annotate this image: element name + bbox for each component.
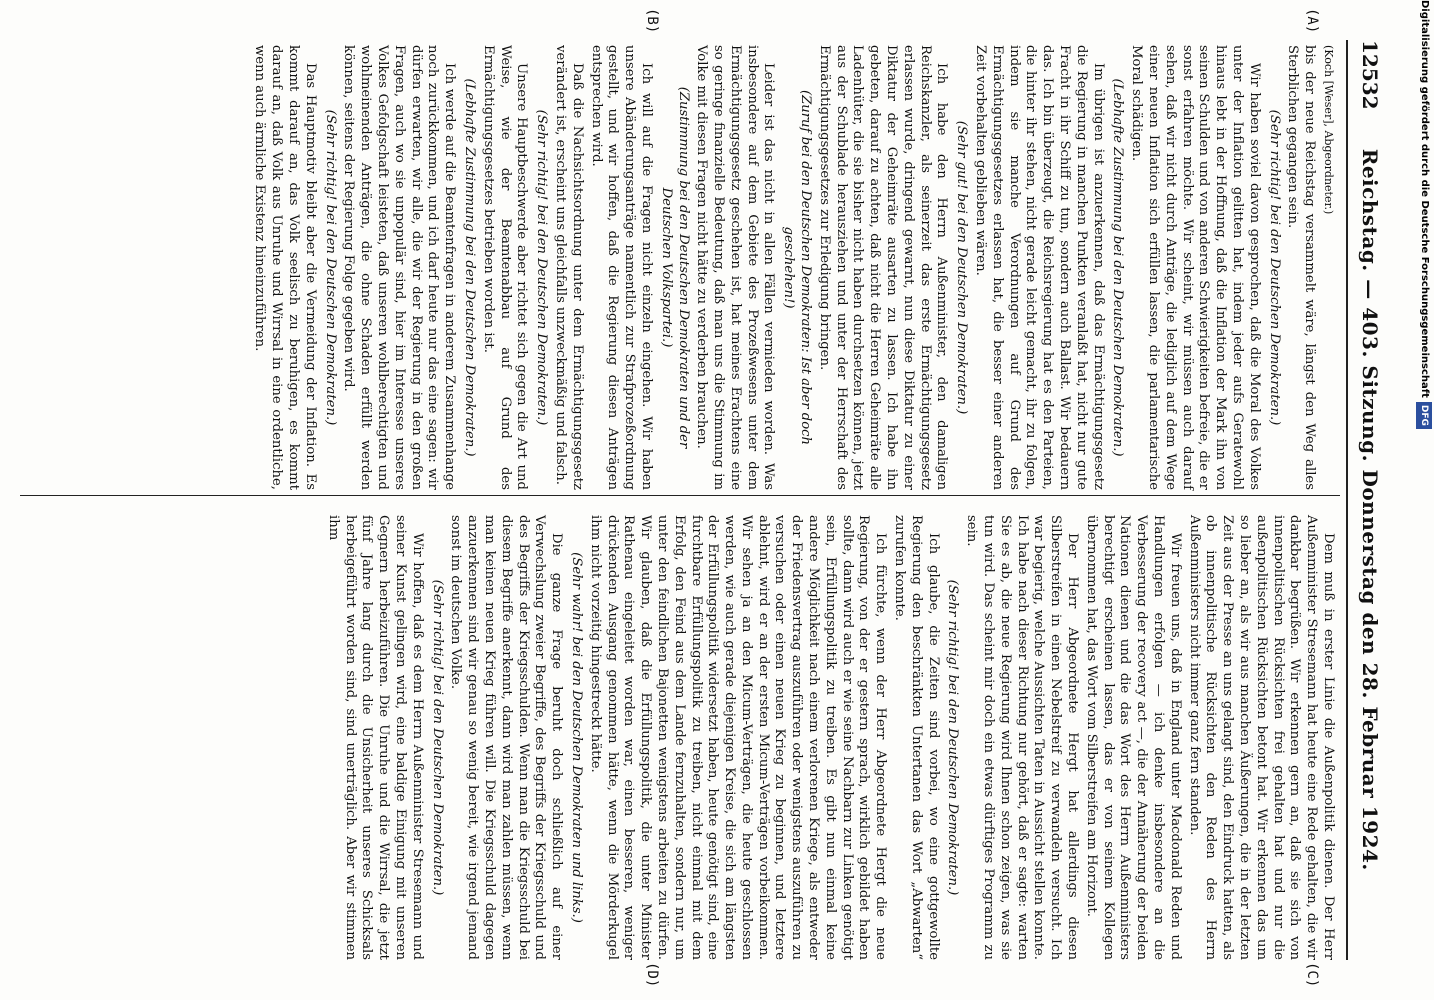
margin-mark-a: (A): [1304, 8, 1320, 34]
margin-mark-c: (C): [1304, 962, 1320, 988]
left-column-interjection: (Zuruf bei den Deutschen Demokraten: Ist aber doch geschehen!): [781, 89, 814, 446]
page-title: Reichstag. — 403. Sitzung. Donnerstag den 28. Februar 1924.: [1358, 148, 1382, 871]
left-column-paragraph: Im übrigen ist anzuerkennen, daß das Ermächtigungsgesetz die Regierung in manchen Punkten veranlaßt hat, nicht nur gute Fracht in ihr Schiff zu tun, sondern auch Ballast. Wir bedauern das. Ich bin überzeugt, die Reichsregierung hat es den Parteien, die hinter ihr stehen, nicht gerade leicht gemacht, ihr zu folgen, indem sie manche Verordnungen auf Grund des Ermächtigungsgesetzes erlassen hat, die besser einer anderen Zeit vorbehalten geblieben wären.: [973, 45, 1106, 490]
left-column-paragraph: bis der neue Reichstag versammelt wäre, längst den Weg alles Sterblichen gegangen sein.: [1285, 45, 1318, 490]
left-column-paragraph: Leider ist das nicht in allen Fällen vermieden worden. Was insbesondere auf dem Gebiete des Prozeßwesens unter dem Ermächtigungsgesetz geschehen ist, hat meines Erachtens eine so geringe finanzielle Bedeutung, daß man uns die Stimmung im Volke mit diesen Fragen nicht hätte zu verderben brauchen.: [694, 45, 777, 490]
right-text-column: [322, 515, 1336, 960]
header-rule: [1346, 40, 1348, 960]
margin-mark-b: (B): [644, 8, 660, 34]
column-separator: [20, 495, 1340, 496]
dfg-logo: DFG: [1416, 402, 1432, 429]
left-column-paragraph: Unsere Hauptbeschwerde aber richtet sich gegen die Art und Weise, wie der Beamtenabbau auf Grund des Ermächtigungsgesetzes betrieben worden ist.: [480, 45, 530, 490]
left-column-interjection: (Sehr richtig! bei den Deutschen Demokraten.): [1266, 109, 1282, 426]
left-column-interjection: (Lebhafte Zustimmung bei den Deutschen Demokraten.): [461, 78, 477, 457]
left-column-interjection: (Sehr richtig! bei den Deutschen Demokraten.): [322, 109, 338, 426]
left-column-interjection: (Zustimmung bei den Deutschen Demokraten und der Deutschen Volkspartei.): [658, 86, 691, 449]
right-column-paragraph: Ich fürchte, wenn der Herr Abgeordnete Hergt die neue Regierung, von der er gestern sprach, wirklich gebildet haben sollte, dann wird auch er wie seine Nachbarn zur Linken genötigt sein, Erfüllungspolitik zu treiben. Es gibt nun einmal keine andere Möglichkeit nach einem verlorenen Kriege, als entweder der Friedensvertrag auszuführen oder wenigstens auszuführen zu versuchen oder einen neuen Krieg zu beginnen, und letztere ablehnt, wird er an der ersten Micum-Verträgen vorbeikommen. Wir sehen ja an den Micum-Verträgen, die heute geschlossen werden, wie auch gerade diejenigen Kreise, die sich am längsten der Erfüllungspolitik widersetzt haben, heute genötigt sind, eine furchtbare Erfüllungspolitik zu treiben, nicht einmal mit dem Erfolg, den Feind aus dem Lande fernzuhalten, sondern nur, um unter den feindlichen Bajonetten wenigstens arbeiten zu dürfen. Wir glauben, daß die Erfüllungspolitik, die unter Minister Rathenau eingeleitet worden war, einen besseren, weniger drückenden Ausgang genommen hätte, wenn die Mörderkugel ihm nicht vorzeitig hingestreckt hätte.: [587, 515, 889, 960]
right-column-interjection: (Sehr richtig! bei den Deutschen Demokraten.): [429, 579, 445, 896]
left-column-paragraph: Ich will auf die Fragen nicht einzeln eingehen. Wir haben unsere Abänderungsanträge namentlich zur Strafprozeßordnung gestellt, und wir hoffen, daß die Regierung diesen Anträgen entsprechen wird.: [588, 45, 654, 490]
left-text-column: [249, 45, 1336, 490]
left-column-interjection: (Sehr richtig! bei den Deutschen Demokraten.): [534, 109, 550, 426]
left-column-paragraph: Ich werde auf die Beamtenfragen in anderem Zusammenhange noch zurückkommen, und ich darf heute nur das eine sagen: wir dürfen erwarten, wir alle, die wir der Regierung in den großen Fragen, auch wo sie unpopulär sind, hier im Interesse unseres Volkes Gefolgschaft leisteten, daß unseren wohlberechtigten und wohlmeinenden Anträgen, die ohne Schaden erfüllt werden können, seitens der Regierung Folge gegeben wird.: [341, 45, 458, 490]
left-column-paragraph: Das Hauptmotiv bleibt aber die Vermeidung der Inflation. Es kommt darauf an, das Volk seelisch zu beruhigen, es kommt darauf an, daß Volk aus Unruhe und Wirrsal in eine ordentliche, wenn auch ärmliche Existenz hineinzuführen.: [252, 45, 318, 490]
right-column-paragraph: Die ganze Frage beruht doch schließlich auf einer Verwechslung zweier Begriffe, des Begriffs der Kriegsschuld und des Begriffs der Kriegsschulden. Wenn man die Kriegsschuld bei diesem Begriffe anerkennt, dann wird man zahlen müssen, wenn man keinen neuen Krieg führen will. Die Kriegsschuld dagegen anzuerkennen sind wir genau so wenig bereit, wie irgend jemand sonst im deutschen Volke.: [448, 515, 565, 960]
right-column-paragraph: Wir hoffen, daß es dem Herrn Außenminister Stresemann und seiner Kunst gelingen wird, eine baldige Einigung mit unseren Gegnern herbeizuführen. Die Unruhe und die Wirrsal, die jetzt fünf Jahre lang durch die Unsicherheit unseres Schicksals herbeigeführt worden sind, sind unerträglich. Aber wir stimmen ihm: [325, 515, 425, 960]
left-column-paragraph: Ich habe den Herrn Außenminister, den damaligen Reichskanzler, als seinerzeit das erste Ermächtigungsgesetz erlassen wurde, dringend gewarnt, nun diese Diktatur zu einer Diktatur der Geheimräte ausarten zu lassen. Ich habe ihn gebeten, darauf zu achten, daß nicht die Herren Geheimräte alle Ladenhüter, die sie bisher nicht haben durchsetzen können, jetzt aus der Schublade herausziehen und unter der Herrschaft des Ermächtigungsgesetzes zur Erledigung bringen.: [816, 45, 950, 490]
right-column-paragraph: Dem muß in erster Linie die Außenpolitik dienen. Der Herr Außenminister Stresemann hat heute eine Rede gehalten, die wir dankbar begrüßen. Wir erkennen gern an, daß sie sich von innenpolitischen Rücksichten frei gehalten hat und nur die außenpolitischen Rücksichten betont hat. Wir erkennen das um so lieber an, als wir aus manchen Äußerungen, die in der letzten Zeit aus der Presse an uns gelangt sind, den Eindruck hatten, als ob innenpolitische Rücksichten den Reden des Herrn Außenministers nicht immer ganz fern standen.: [1186, 515, 1336, 960]
left-column-speaker-tag: (Koch [Weser], Abgeordneter.): [1322, 45, 1335, 215]
left-column-paragraph: Wir haben soviel davon gesprochen, daß die Moral des Volkes unter der Inflation gelitten hat, indem jeder aufs Geratewohl hinaus lebt in der Hoffnung, daß die Inflation der Mark ihn von seinen Schulden und von anderen Schwierigkeiten befreie, die er sonst erfahren möchte. Wir scheint, wir müssen auch darauf sehen, daß wir nicht durch Anträge, die lediglich auf dem Wege einer neuen Inflation sich erfüllen lassen, die parlamentarische Moral schädigen.: [1129, 45, 1262, 490]
left-column-paragraph: Daß die Nachsichtsordnung unter dem Ermächtigungsgesetz verändert ist, erscheint uns gleichfalls unzweckmäßig und falsch.: [552, 45, 585, 490]
margin-mark-d: (D): [644, 962, 660, 988]
credit-text: Digitalisierung gefördert durch die Deutsche Forschungsgemeinschaft: [1419, 0, 1430, 398]
right-column-interjection: (Sehr richtig! bei den Deutschen Demokraten.): [945, 579, 961, 896]
page-number: 12532: [1358, 40, 1382, 110]
right-column-interjection: (Sehr wahr! bei den Deutschen Demokraten und links.): [568, 552, 584, 923]
left-column-interjection: (Lebhafte Zustimmung bei den Deutschen Demokraten.): [1110, 78, 1126, 457]
right-column-paragraph: Der Herr Abgeordnete Hergt hat allerdings diesen Silberstreifen in einen Nebelstreif zu verwandeln versucht. Ich war begierig, welche Aussichten Taten in Aussicht stellen konnte. Ich habe nach dieser Richtung nur gehört, daß er sagte: warten Sie es ab, die neue Regierung wird Ihnen schon zeigen, was sie tun wird. Das scheint mir doch ein etwas dürftiges Programm zu sein.: [964, 515, 1081, 960]
right-column-paragraph: Wir freuen uns, daß in England unter Macdonald Reden und Handlungen erfolgen — ich denke insbesondere an die Verbesserung der recovery act —, die der Annäherung der beiden Nationen dienen und die das Wort des Herrn Außenministers berechtigt erscheinen lassen, das er von seinem Kollegen übernommen hat, das Wort vom Silberstreifen am Horizont.: [1083, 515, 1183, 960]
right-column-paragraph: Ich glaube, die Zeiten sind vorbei, wo eine gottgewollte Regierung den beschränkten Untertanen das Wort „Abwarten“ zurufen konnte.: [892, 515, 941, 960]
page-header: [1350, 40, 1390, 960]
digitization-credit: [1416, 0, 1432, 1000]
left-column-interjection: (Sehr gut! bei den Deutschen Demokraten.): [954, 120, 970, 415]
